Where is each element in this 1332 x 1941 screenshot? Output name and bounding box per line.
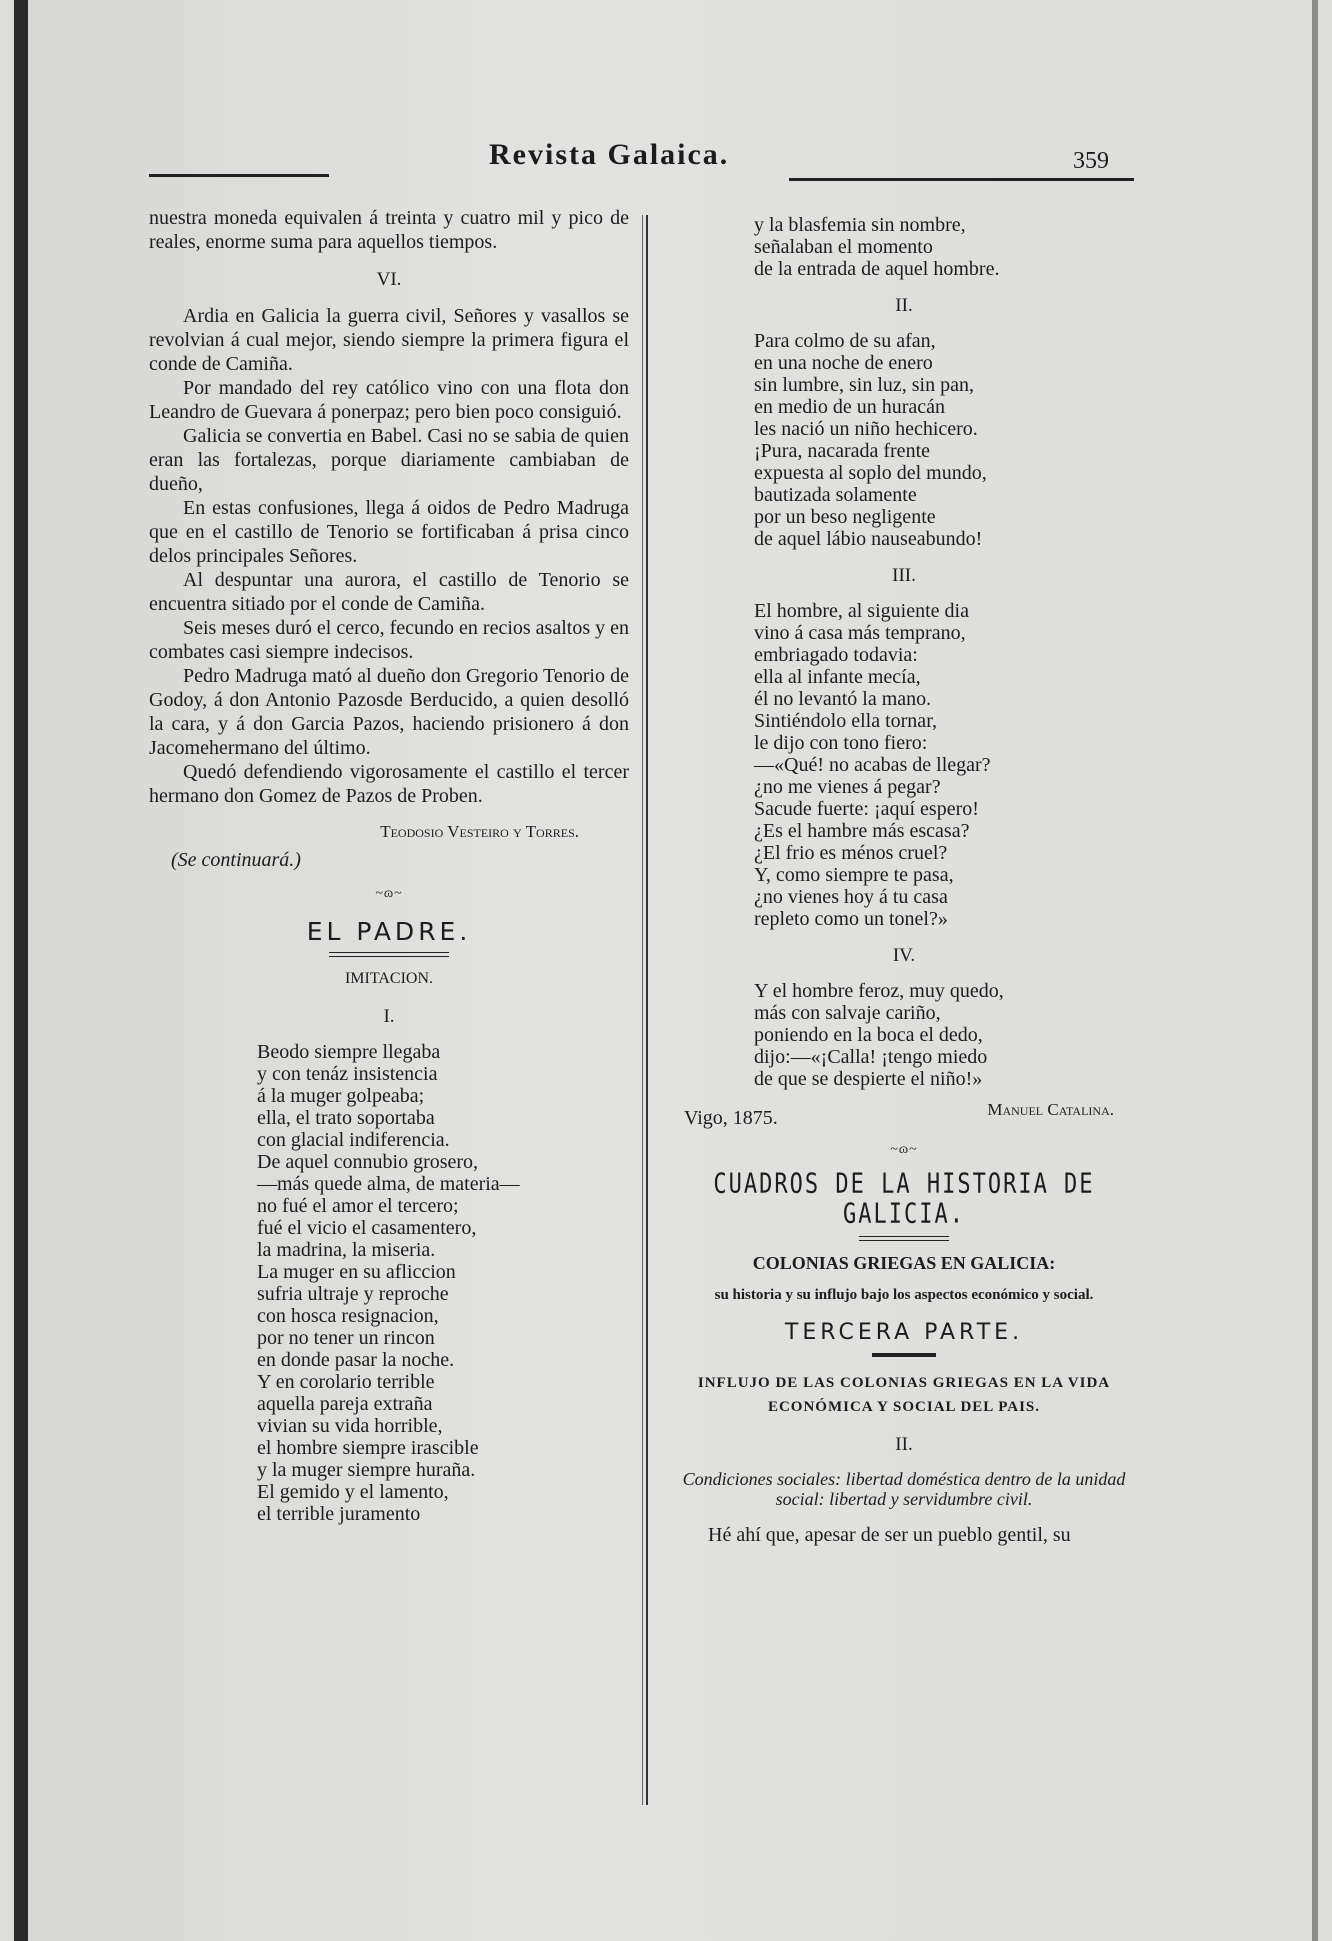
verse-line: en donde pasar la noche. xyxy=(257,1349,455,1371)
verse-line: la madrina, la miseria. xyxy=(257,1239,436,1261)
newspaper-page xyxy=(14,0,1318,1941)
verse-line: le dijo con tono fiero: xyxy=(754,732,928,754)
verse-line: embriagado todavia: xyxy=(754,644,918,666)
verse-line: en una noche de enero xyxy=(754,352,933,374)
verse-line: les nació un niño hechicero. xyxy=(754,418,978,440)
verse-line: en medio de un huracán xyxy=(754,396,946,418)
verse-line: Para colmo de su afan, xyxy=(754,330,936,352)
verse-line: y con tenáz insistencia xyxy=(257,1063,438,1085)
signature-line xyxy=(674,1098,1134,1128)
place-date: Vigo, 1875. xyxy=(684,1107,778,1129)
paragraph: Por mandado del rey católico vino con una flota don Leandro de Guevara á ponerpaz; pero bien poco consiguió. xyxy=(149,377,629,423)
section-summary: Condiciones sociales: libertad doméstica dentro de la unidad social: libertad y servidumbre civil. xyxy=(682,1469,1126,1509)
ornament: ~ɷ~ xyxy=(890,1142,918,1157)
heading-double-rule xyxy=(859,1236,949,1241)
paragraph: Al despuntar una aurora, el castillo de Tenorio se encuentra sitiado por el conde de Camiña. xyxy=(149,569,629,615)
verse-line: vivian su vida horrible, xyxy=(257,1415,443,1437)
binding-edge xyxy=(14,0,28,1941)
section-number: II. xyxy=(895,1434,913,1455)
verse-line: El gemido y el lamento, xyxy=(257,1481,449,1503)
section-number: VI. xyxy=(376,269,402,290)
paragraph: Ardia en Galicia la guerra civil, Señores y vasallos se revolvian á cual mejor, siendo siempre la primera figura el conde de Camiña. xyxy=(149,305,629,375)
page-header xyxy=(149,138,1134,190)
verse-line: repleto como un tonel?» xyxy=(754,908,948,930)
continued-note: (Se continuará.) xyxy=(171,849,301,871)
verse-line: ¿Es el hambre más escasa? xyxy=(754,820,970,842)
verse-line: ella al infante mecía, xyxy=(754,666,921,688)
verse-line: señalaban el momento xyxy=(754,236,933,258)
section-number: II. xyxy=(895,295,913,316)
verse-line: de aquel lábio nauseabundo! xyxy=(754,528,983,550)
verse-line: no fué el amor el tercero; xyxy=(257,1195,459,1217)
verse-stanza-iii xyxy=(754,600,1134,930)
verse-line: él no levantó la mano. xyxy=(754,688,932,710)
poem-title: EL PADRE. xyxy=(306,917,472,946)
verse-stanza-iv xyxy=(754,980,1134,1090)
section-number: III. xyxy=(892,565,916,586)
page-number: 359 xyxy=(1073,148,1109,174)
verse-line: bautizada solamente xyxy=(754,484,917,506)
verse-line: el hombre siempre irascible xyxy=(257,1437,479,1459)
verse-line: ¡Pura, nacarada frente xyxy=(754,440,930,462)
verse-line: La muger en su afliccion xyxy=(257,1261,456,1283)
section-number: IV. xyxy=(892,945,916,966)
paragraph: Quedó defendiendo vigorosamente el castillo el tercer hermano don Gomez de Pazos de Proben. xyxy=(149,761,629,807)
verse-line: vino á casa más temprano, xyxy=(754,622,966,644)
verse-line: Sacude fuerte: ¡aquí espero! xyxy=(754,798,979,820)
author-signature: Teodosio Vesteiro y Torres. xyxy=(380,822,579,841)
ornament: ~ɷ~ xyxy=(375,886,403,901)
series-heading: CUADROS DE LA HISTORIA DE GALICIA. xyxy=(713,1168,1095,1230)
paragraph: Hé ahí que, apesar de ser un pueblo gentil, su xyxy=(708,1524,1071,1546)
verse-line: por un beso negligente xyxy=(754,506,936,528)
verse-line: sin lumbre, sin luz, sin pan, xyxy=(754,374,974,396)
article-title: COLONIAS GRIEGAS EN GALICIA: xyxy=(752,1253,1056,1273)
poem-subtitle: IMITACION. xyxy=(344,970,434,987)
verse-line: sufria ultraje y reproche xyxy=(257,1283,449,1305)
chapter-heading: INFLUJO DE LAS COLONIAS GRIEGAS EN LA VIDA ECONÓMICA Y SOCIAL DEL PAIS. xyxy=(697,1375,1111,1415)
verse-line: ella, el trato soportaba xyxy=(257,1107,435,1129)
verse-stanza-top xyxy=(754,214,1134,280)
verse-stanza-ii xyxy=(754,330,1134,550)
header-rule-left xyxy=(149,174,329,177)
title-double-rule xyxy=(329,952,449,957)
paragraph: Pedro Madruga mató al dueño don Gregorio Tenorio de Godoy, á don Antonio Pazosde Berducido, a quien desolló la cara, y á don Garcia Pazos, haciendo prisionero á don Jacomehermano del último. xyxy=(149,665,629,759)
verse-line: ¿no me vienes á pegar? xyxy=(754,776,941,798)
paragraph: En estas confusiones, llega á oidos de Pedro Madruga que en el castillo de Tenorio se fortificaban á prisa cinco delos principales Señores. xyxy=(149,497,629,567)
part-heading: TERCERA PARTE. xyxy=(784,1320,1024,1345)
left-column xyxy=(149,206,629,1525)
part-rule xyxy=(872,1353,936,1357)
verse-line: Y, como siempre te pasa, xyxy=(754,864,954,886)
verse-line: con glacial indiferencia. xyxy=(257,1129,450,1151)
paragraph: Seis meses duró el cerco, fecundo en recios asaltos y en combates casi siempre indecisos. xyxy=(149,617,629,663)
verse-line: De aquel connubio grosero, xyxy=(257,1151,479,1173)
verse-line: Beodo siempre llegaba xyxy=(257,1041,441,1063)
verse-line: de la entrada de aquel hombre. xyxy=(754,258,1000,280)
verse-line: fué el vicio el casamentero, xyxy=(257,1217,477,1239)
verse-line: poniendo en la boca el dedo, xyxy=(754,1024,983,1046)
verse-line: de que se despierte el niño!» xyxy=(754,1068,983,1090)
verse-line: más con salvaje cariño, xyxy=(754,1002,941,1024)
header-rule-right xyxy=(789,178,1134,181)
paragraph: Galicia se convertia en Babel. Casi no se sabia de quien eran las fortalezas, porque diariamente cambiaban de dueño, xyxy=(149,425,629,495)
verse-line: dijo:—«¡Calla! ¡tengo miedo xyxy=(754,1046,988,1068)
verse-line: ¿El frio es ménos cruel? xyxy=(754,842,948,864)
verse-line: con hosca resignacion, xyxy=(257,1305,439,1327)
verse-line: y la blasfemia sin nombre, xyxy=(754,214,966,236)
verse-stanza-i xyxy=(257,1041,629,1525)
paragraph: nuestra moneda equivalen á treinta y cuatro mil y pico de reales, enorme suma para aquellos tiempos. xyxy=(149,207,629,253)
verse-line: por no tener un rincon xyxy=(257,1327,435,1349)
page-edge xyxy=(1312,0,1318,1941)
verse-line: á la muger golpeaba; xyxy=(257,1085,425,1107)
verse-line: el terrible juramento xyxy=(257,1503,421,1525)
author-signature: Manuel Catalina. xyxy=(987,1100,1114,1119)
verse-line: El hombre, al siguiente dia xyxy=(754,600,969,622)
verse-line: —más quede alma, de materia— xyxy=(257,1173,520,1195)
article-subtitle: su historia y su influjo bajo los aspectos económico y social. xyxy=(714,1287,1094,1303)
column-divider xyxy=(646,215,648,1805)
verse-line: Y en corolario terrible xyxy=(257,1371,435,1393)
journal-title: Revista Galaica. xyxy=(489,138,730,171)
verse-line: —«Qué! no acabas de llegar? xyxy=(754,754,991,776)
verse-line: Y el hombre feroz, muy quedo, xyxy=(754,980,1004,1002)
verse-line: ¿no vienes hoy á tu casa xyxy=(754,886,948,908)
section-number: I. xyxy=(383,1006,395,1027)
right-column xyxy=(674,214,1134,1547)
column-divider-inner xyxy=(642,215,643,1805)
verse-line: expuesta al soplo del mundo, xyxy=(754,462,987,484)
verse-line: aquella pareja extraña xyxy=(257,1393,433,1415)
verse-line: Sintiéndolo ella tornar, xyxy=(754,710,938,732)
verse-line: y la muger siempre huraña. xyxy=(257,1459,476,1481)
